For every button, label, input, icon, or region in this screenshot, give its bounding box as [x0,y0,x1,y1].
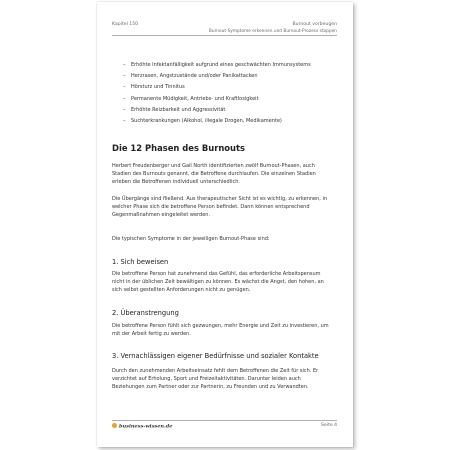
footer-divider [112,420,337,421]
phase-paragraph [112,322,344,338]
text-line: Die typischen Symptome in der jeweiligen Burnout-Phase sind: [112,236,270,242]
page-number: Seite 4 [320,423,337,428]
list-item-text: Suchterkrankungen (Alkohol, illegale Drogen, Medikamente) [131,118,282,125]
bullet-marker: – [123,62,126,68]
list-item-text: Erhöhte Reizbarkeit und Aggressivität [131,106,226,113]
text-line: mit der Arbeit fertig zu werden. [112,331,191,337]
list-item [123,82,311,93]
text-line: nicht in der üblichen Zeit bewältigen zu können. Es wächst die Angst, den hohen, an [112,279,324,285]
text-line: Herbert Freudenberger und Gail North identifizierten zwölf Burnout-Phasen, auch [112,163,315,169]
bullet-marker: – [123,73,126,80]
text-line: verzichtet auf Erholung, Sport und Freizeitaktivitäten. Darunter leiden auch [112,376,301,382]
list-item-text: Permanente Müdigkeit, Antriebs- und Kraftlosigkeit [131,95,259,102]
list-item [123,105,311,116]
bullet-marker: – [123,95,126,102]
intro-paragraph [112,162,344,186]
text-line: Die Übergänge sind fließend. Aus therapeutischer Sicht ist es wichtig, zu erkennen, in [112,196,328,202]
header-divider [112,35,337,36]
document-subtitle: Burnout-Symptome erkennen und Burnout-Prozess stoppen [208,29,337,34]
bullet-marker: – [123,84,126,91]
text-line: sich selbst gestellten Anforderungen nicht zu genügen. [112,287,251,293]
document-title: Burnout vorbeugen [292,22,337,27]
text-line: Stadien des Burnouts genannt, die Betroffene durchlaufen. Die einzelnen Stadien [112,171,316,177]
list-item [123,60,311,71]
phase-heading: 3. Vernachlässigen eigener Bedürfnisse und sozialer Kontakte [112,352,319,360]
list-item [123,94,311,105]
text-line: welcher Phase sich die betroffene Person befindet. Dann können entsprechend [112,204,310,210]
symptom-list [123,60,311,127]
list-item-text: Erhöhte Infektanfälligkeit aufgrund eines geschwächten Immunsystems [131,62,311,68]
text-line: Die betroffene Person fühlt sich gezwungen, mehr Energie und Zeit zu investieren, um [112,323,329,329]
publisher-logo [112,423,172,430]
phase-paragraph [112,270,344,294]
section-heading: Die 12 Phasen des Burnouts [112,143,246,153]
logo-dot-icon [112,423,117,428]
phase-heading: 2. Überanstrengung [112,309,179,317]
list-item-text: Herzrasen, Angstzustände und/oder Panikattacken [131,73,258,80]
document-page [97,2,353,447]
phase-heading: 1. Sich beweisen [112,258,169,266]
list-item [123,71,311,82]
logo-text: business-wissen.de [119,423,173,430]
text-line: Gegenmaßnahmen eingeleitet werden. [112,212,211,218]
text-line: Beziehungen zum Partner oder zur Partnerin, zu Freunden und zu Verwandten. [112,384,309,390]
chapter-label: Kapitel 150 [112,22,139,27]
bullet-marker: – [123,118,126,125]
text-line: erleben die Betroffenen individuell unterschiedlich. [112,179,240,185]
list-item [123,116,311,127]
text-line: Die betroffene Person hat zunehmend das Gefühl, das erforderliche Arbeitspensum [112,271,321,277]
list-item-text: Hörsturz und Tinnitus [131,84,185,91]
text-line: Durch den zunehmenden Arbeitseinsatz fehlt dem Betroffenen die Zeit für sich. Er [112,368,319,374]
phase-paragraph [112,367,344,391]
bullet-marker: – [123,106,126,113]
lead-paragraph [112,235,344,243]
transition-paragraph [112,195,344,219]
